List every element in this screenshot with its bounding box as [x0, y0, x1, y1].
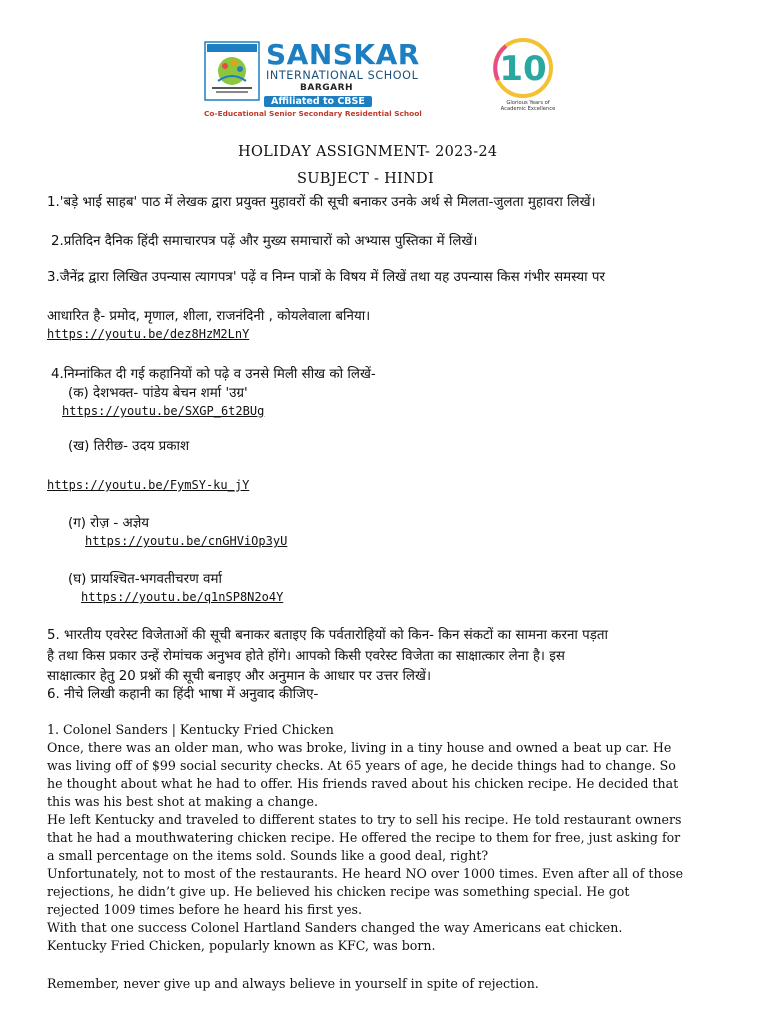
story-kha-label: (ख) तिरीछ- उदय प्रकाश: [68, 439, 190, 454]
story-gha-link[interactable]: https://youtu.be/q1nSP8N2o4Y: [81, 590, 284, 604]
story-line: he thought about what he had to offer. His friends raved about his chicken recipe. He decided that: [47, 776, 679, 791]
school-place: BARGARH: [300, 83, 354, 93]
story-moral: Remember, never give up and always believe in yourself in spite of rejection.: [47, 976, 539, 991]
question-3-line-1: 3.जैनेंद्र द्वारा लिखित उपन्यास त्यागपत्र' पढ़ें व निम्न पात्रों के विषय में लिखें तथा यह उपन्यास किस गंभीर समस्या पर: [47, 270, 605, 285]
story-line: rejections, he didn’t give up. He believed his chicken recipe was something special. He got: [47, 884, 630, 899]
story-line: Kentucky Fried Chicken, popularly known as KFC, was born.: [47, 938, 436, 953]
story-title: 1. Colonel Sanders | Kentucky Fried Chicken: [47, 722, 334, 737]
question-5-line-3: साक्षात्कार हेतु 20 प्रश्नों की सूची बनाइए और अनुमान के आधार पर उत्तर लिखें।: [47, 669, 432, 684]
story-gha-label: (घ) प्रायश्चित-भगवतीचरण वर्मा: [68, 572, 222, 587]
story-line: Unfortunately, not to most of the restaurants. He heard NO over 1000 times. Even after all of those: [47, 866, 684, 881]
story-line: was living off of $99 social security checks. At 65 years of age, he decide things had to change. So: [47, 758, 676, 773]
story-ga-link[interactable]: https://youtu.be/cnGHViOp3yU: [85, 534, 288, 548]
story-line: With that one success Colonel Hartland Sanders changed the way Americans eat chicken.: [47, 920, 623, 935]
question-2: 2.प्रतिदिन दैनिक हिंदी समाचारपत्र पढ़ें और मुख्य समाचारों को अभ्यास पुस्तिका में लिखें।: [51, 234, 478, 249]
story-line: Once, there was an older man, who was broke, living in a tiny house and owned a beat up car. He: [47, 740, 672, 755]
question-5-line-1: 5. भारतीय एवरेस्ट विजेताओं की सूची बनाकर बताइए कि पर्वतारोहियों को किन- किन संकटों का सामना करना पड़ता: [47, 628, 608, 643]
school-tagline: Co-Educational Senior Secondary Residential School: [204, 109, 422, 118]
assignment-title: HOLIDAY ASSIGNMENT- 2023-24: [238, 144, 498, 160]
story-line: rejected 1009 times before he heard his first yes.: [47, 902, 363, 917]
badge-caption: Glorious Years of Academic Excellence: [500, 100, 556, 112]
story-line: a small percentage on the items sold. Sounds like a good deal, right?: [47, 848, 489, 863]
subject-title: SUBJECT - HINDI: [297, 171, 435, 187]
story-line: that he had a mouthwatering chicken recipe. He offered the recipe to them for free, just asking for: [47, 830, 681, 845]
school-subtitle: INTERNATIONAL SCHOOL: [266, 69, 419, 82]
question-3-line-2: आधारित है- प्रमोद, मृणाल, शीला, राजनंदिनी , कोयलेवाला बनिया।: [47, 309, 371, 324]
affiliation-banner: Affiliated to CBSE: [264, 96, 372, 107]
story-line: this was his best shot at making a change.: [47, 794, 318, 809]
anniversary-badge: [488, 36, 558, 100]
question-1: 1.'बड़े भाई साहब' पाठ में लेखक द्वारा प्रयुक्त मुहावरों की सूची बनाकर उनके अर्थ से मिलता-जुलता मुहावरा लिखें।: [47, 195, 596, 210]
story-line: He left Kentucky and traveled to different states to try to sell his recipe. He told restaurant owners: [47, 812, 682, 827]
question-5-line-2: है तथा किस प्रकार उन्हें रोमांचक अनुभव होते होंगे। आपको किसी एवरेस्ट विजेता का साक्षात्कार लेना है। इस: [47, 649, 565, 664]
question-6: 6. नीचे लिखी कहानी का हिंदी भाषा में अनुवाद कीजिए-: [47, 687, 319, 702]
story-ga-label: (ग) रोज़ - अज्ञेय: [68, 516, 150, 531]
question-4-heading: 4.निम्नांकित दी गई कहानियों को पढ़े व उनसे मिली सीख को लिखें-: [51, 367, 376, 382]
school-name: SANSKAR: [266, 38, 420, 71]
story-kha-link[interactable]: https://youtu.be/FymSY-ku_jY: [47, 478, 250, 492]
story-ka-link[interactable]: https://youtu.be/SXGP_6t2BUg: [62, 404, 265, 418]
question-3-link[interactable]: https://youtu.be/dez8HzM2LnY: [47, 327, 250, 341]
story-ka-label: (क) देशभक्त- पांडेय बेचन शर्मा 'उग्र': [68, 386, 248, 401]
school-logo: [204, 41, 260, 101]
badge-number: 10: [499, 49, 547, 89]
